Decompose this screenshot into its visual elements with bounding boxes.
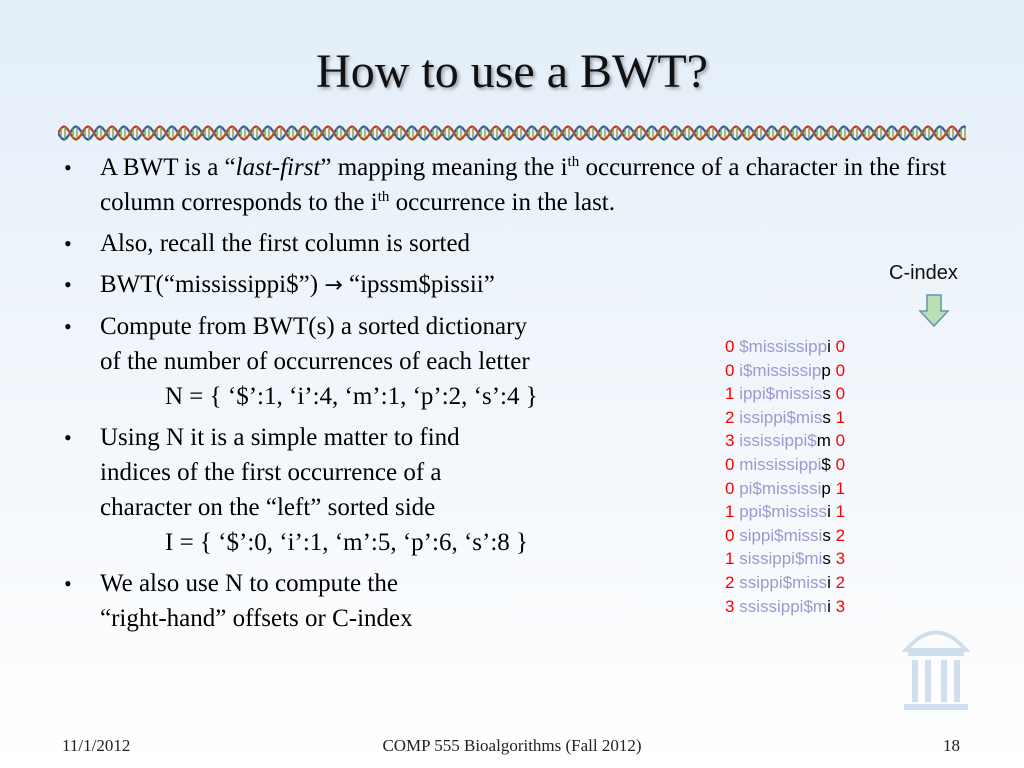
row-rotation: ississippi$ bbox=[739, 431, 817, 451]
row-c-index: 2 bbox=[835, 525, 846, 545]
equation-n: N = { ‘$’:1, ‘i’:4, ‘m’:1, ‘p’:2, ‘s’:4 } bbox=[165, 383, 538, 410]
row-last-char: i bbox=[827, 337, 831, 356]
row-index: 0 bbox=[725, 478, 735, 498]
bwt-table bbox=[725, 335, 845, 618]
equation-i: I = { ‘$’:0, ‘i’:1, ‘m’:5, ‘p’:6, ‘s’:8 } bbox=[165, 529, 529, 556]
bwt-row bbox=[725, 429, 845, 453]
row-last-char: s bbox=[822, 384, 831, 404]
footer-course: COMP 555 Bioalgorithms (Fall 2012) bbox=[382, 736, 642, 755]
row-c-index: 3 bbox=[835, 549, 846, 569]
row-last-char: i bbox=[827, 596, 831, 616]
row-c-index: 0 bbox=[835, 384, 846, 404]
bullet-last-first: • A BWT is a “last-first” mapping meaning the $i^{th}$ occurrence of a character in the first column corresponds to the $i^{th}$ occurrence in the last. bbox=[60, 150, 960, 220]
c-index-label: C-index bbox=[889, 262, 958, 284]
bullet-first-column-sorted: • Also, recall the first column is sorted bbox=[60, 226, 960, 261]
row-last-char: s bbox=[822, 525, 831, 545]
row-index: 0 bbox=[725, 360, 735, 380]
row-rotation: mississippi bbox=[739, 454, 822, 474]
bwt-row bbox=[725, 335, 845, 359]
row-last-char: s bbox=[822, 549, 831, 569]
bwt-row bbox=[725, 453, 845, 477]
row-c-index: 0 bbox=[835, 337, 846, 356]
bwt-row bbox=[725, 500, 845, 524]
university-logo-icon bbox=[896, 620, 976, 715]
row-rotation: ippi$missis bbox=[739, 384, 823, 404]
row-rotation: ssippi$miss bbox=[739, 572, 828, 592]
row-last-char: p bbox=[821, 360, 831, 380]
row-c-index: 1 bbox=[835, 407, 846, 427]
bwt-row bbox=[725, 547, 845, 571]
row-c-index: 0 bbox=[835, 454, 846, 474]
bullet-first-occurrence: • Using N it is a simple matter to find indices of the first occurrence of a character on the “left” sorted side bbox=[60, 420, 960, 525]
row-last-char: $ bbox=[821, 454, 831, 474]
row-index: 0 bbox=[725, 454, 735, 474]
row-last-char: s bbox=[822, 407, 831, 427]
bwt-row bbox=[725, 571, 845, 595]
row-rotation: sippi$missi bbox=[739, 525, 823, 545]
bullet-c-index: • We also use N to compute the “right-hand” offsets or C-index bbox=[60, 566, 960, 636]
row-rotation: ppi$mississ bbox=[739, 502, 828, 522]
slide-title: How to use a BWT? bbox=[316, 45, 708, 98]
down-arrow-icon bbox=[918, 294, 950, 328]
row-index: 2 bbox=[725, 407, 735, 427]
right-arrow-icon: → bbox=[324, 273, 343, 298]
row-c-index: 1 bbox=[835, 502, 846, 522]
row-c-index: 0 bbox=[835, 431, 846, 451]
footer-date: 11/1/2012 bbox=[62, 736, 131, 755]
bwt-row bbox=[725, 406, 845, 430]
bwt-row bbox=[725, 359, 845, 383]
row-rotation: i$mississip bbox=[739, 360, 822, 380]
row-last-char: i bbox=[827, 502, 831, 522]
footer-page-number: 18 bbox=[943, 736, 960, 755]
row-index: 3 bbox=[725, 596, 735, 616]
bullet-dictionary: • Compute from BWT(s) a sorted dictionary of the number of occurrences of each letter bbox=[60, 309, 960, 379]
row-rotation: issippi$mis bbox=[739, 407, 823, 427]
bwt-row bbox=[725, 477, 845, 501]
row-rotation: $mississipp bbox=[739, 337, 828, 356]
row-last-char: i bbox=[827, 572, 831, 592]
row-index: 0 bbox=[725, 525, 735, 545]
bwt-row bbox=[725, 524, 845, 548]
row-index: 1 bbox=[725, 384, 735, 404]
row-index: 1 bbox=[725, 502, 735, 522]
bullet-bwt-example: • BWT(“mississippi$”) → “ipssm$pissii” bbox=[60, 267, 960, 303]
row-rotation: sissippi$mi bbox=[739, 549, 823, 569]
row-rotation: pi$mississi bbox=[739, 478, 822, 498]
row-index: 0 bbox=[725, 337, 735, 356]
row-c-index: 1 bbox=[835, 478, 846, 498]
row-c-index: 2 bbox=[835, 572, 846, 592]
row-index: 2 bbox=[725, 572, 735, 592]
dna-divider-icon bbox=[58, 124, 966, 142]
row-index: 1 bbox=[725, 549, 735, 569]
row-last-char: p bbox=[821, 478, 831, 498]
bwt-row bbox=[725, 382, 845, 406]
row-rotation: ssissippi$m bbox=[739, 596, 828, 616]
bwt-row bbox=[725, 595, 845, 619]
row-index: 3 bbox=[725, 431, 735, 451]
row-c-index: 3 bbox=[835, 596, 846, 616]
row-c-index: 0 bbox=[835, 360, 846, 380]
row-last-char: m bbox=[816, 431, 831, 451]
